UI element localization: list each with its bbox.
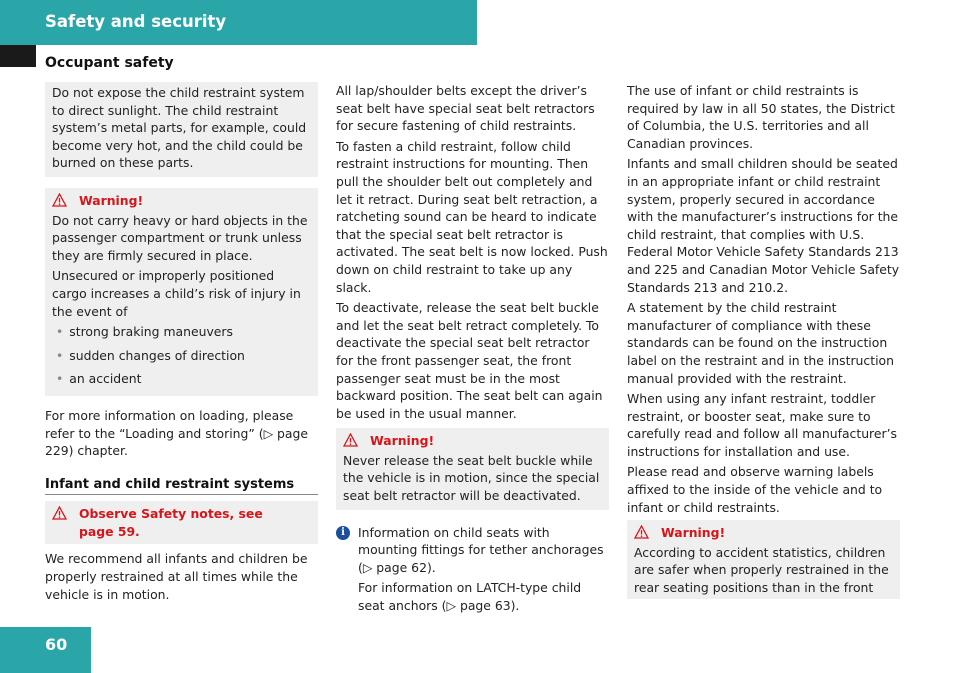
info-text: For information on LATCH-type child seat anchors (▷ page 63). [358,580,582,614]
warning-text: Never release the seat belt buckle while the vehicle is in motion, since the special seat belt retractor will be deactivated. [343,452,600,504]
note-box-sunlight [45,82,318,177]
recommend-text: We recommend all infants and children be properly restrained at all times while the vehicle is in motion. [45,551,308,602]
warning-title-text: Warning! [79,192,144,208]
warning-title [52,192,311,210]
section-marker-tab [0,45,36,67]
warning-triangle-icon [52,506,67,520]
warning-text: Do not carry heavy or hard objects in the passenger compartment or trunk unless they are firmly secured in place. [52,212,308,263]
list-item-text: sudden changes of direction [69,347,245,363]
body-text: When using any infant restraint, toddler restraint, or booster seat, make sure to carefully read and follow all manufacturer’s instructions for installation and use. [627,391,897,459]
warning-triangle-icon [343,433,358,447]
note-text: Do not expose the child restraint system to direct sunlight. The child restraint system’s metal parts, for example, could become very hot, and the child could be burned on these parts. [52,85,307,171]
bullet-dot-icon: • [56,347,64,363]
warning-triangle-icon [52,193,67,207]
chapter-header-band [0,0,477,45]
section-title: Occupant safety [45,55,174,71]
warning-text: Unsecured or improperly positioned cargo increases a child’s risk of injury in the event of [52,268,301,319]
list-item [52,370,311,388]
warning-box-buckle [336,428,609,509]
body-text: A statement by the child restraint manufacturer of compliance with these standards can be found on the instruction label on the restraint and in the instruction manual provided with the restraint. [627,300,894,386]
warning-text: According to accident statistics, children are safer when properly restrained in the rear seating positions than in the front [634,544,889,596]
observe-safety-title [52,505,311,540]
list-item [52,347,311,365]
warning-box-cargo [45,188,318,396]
warning-title-text: Warning! [661,525,726,541]
bullet-dot-icon: • [56,324,64,340]
info-icon: i [336,526,350,540]
body-text: Infants and small children should be seated in an appropriate infant or child restraint system, properly secured in accordance with the manufacturer’s instructions for the child restraint, that complies with U.S. Federal Motor Vehicle Safety Standards 213 and 225 and Canadian Motor Vehicle Safety Standards 213 and 210.2. [627,156,900,295]
column-right [627,82,900,610]
list-item [52,323,311,341]
warning-triangle-icon [634,525,649,539]
warning-title [634,524,893,542]
more-info-text: For more information on loading, please refer to the “Loading and storing” (▷ page 229) chapter. [45,407,308,459]
info-note [336,524,609,618]
warning-title [343,432,602,450]
body-text: The use of infant or child restraints is required by law in all 50 states, the District of Columbia, the U.S. territories and all Canadian provinces. [627,83,895,151]
bullet-dot-icon: • [56,371,64,387]
subsection-heading: Infant and child restraint systems [45,476,318,496]
chapter-title: Safety and security [45,12,227,31]
page-number: 60 [45,635,68,654]
warning-box-rear-seating [627,520,900,599]
page-number-band [0,627,91,673]
observe-safety-link[interactable]: Observe Safety notes, see page 59. [79,506,263,539]
body-text: To fasten a child restraint, follow child restraint instructions for mounting. Then pull the shoulder belt out completely and let it retract. During seat belt retraction, a ratcheting sound can be heard to indicate that the special seat belt retractor is activated. The seat belt is now locked. Push down on child restraint to take up any slack. [336,138,608,295]
list-item-text: strong braking maneuvers [69,324,233,340]
info-text: Information on child seats with mounting fittings for tether anchorages (▷ page 62). [358,524,604,575]
column-middle [336,82,609,618]
body-text: All lap/shoulder belts except the driver’s seat belt have special seat belt retractors for secure fastening of child restraints. [336,83,595,134]
warning-title-text: Warning! [370,433,435,449]
body-text: Please read and observe warning labels affixed to the inside of the vehicle and to infant or child restraints. [627,464,883,515]
list-item-text: an accident [69,371,142,387]
observe-safety-box [45,501,318,544]
body-text: To deactivate, release the seat belt buckle and let the seat belt retract completely. To deactivate the special seat belt retractor for the front passenger seat, the front passenger seat must be in the most backward position. The seat belt can again be used in the usual manner. [336,300,603,421]
column-left [45,82,318,606]
